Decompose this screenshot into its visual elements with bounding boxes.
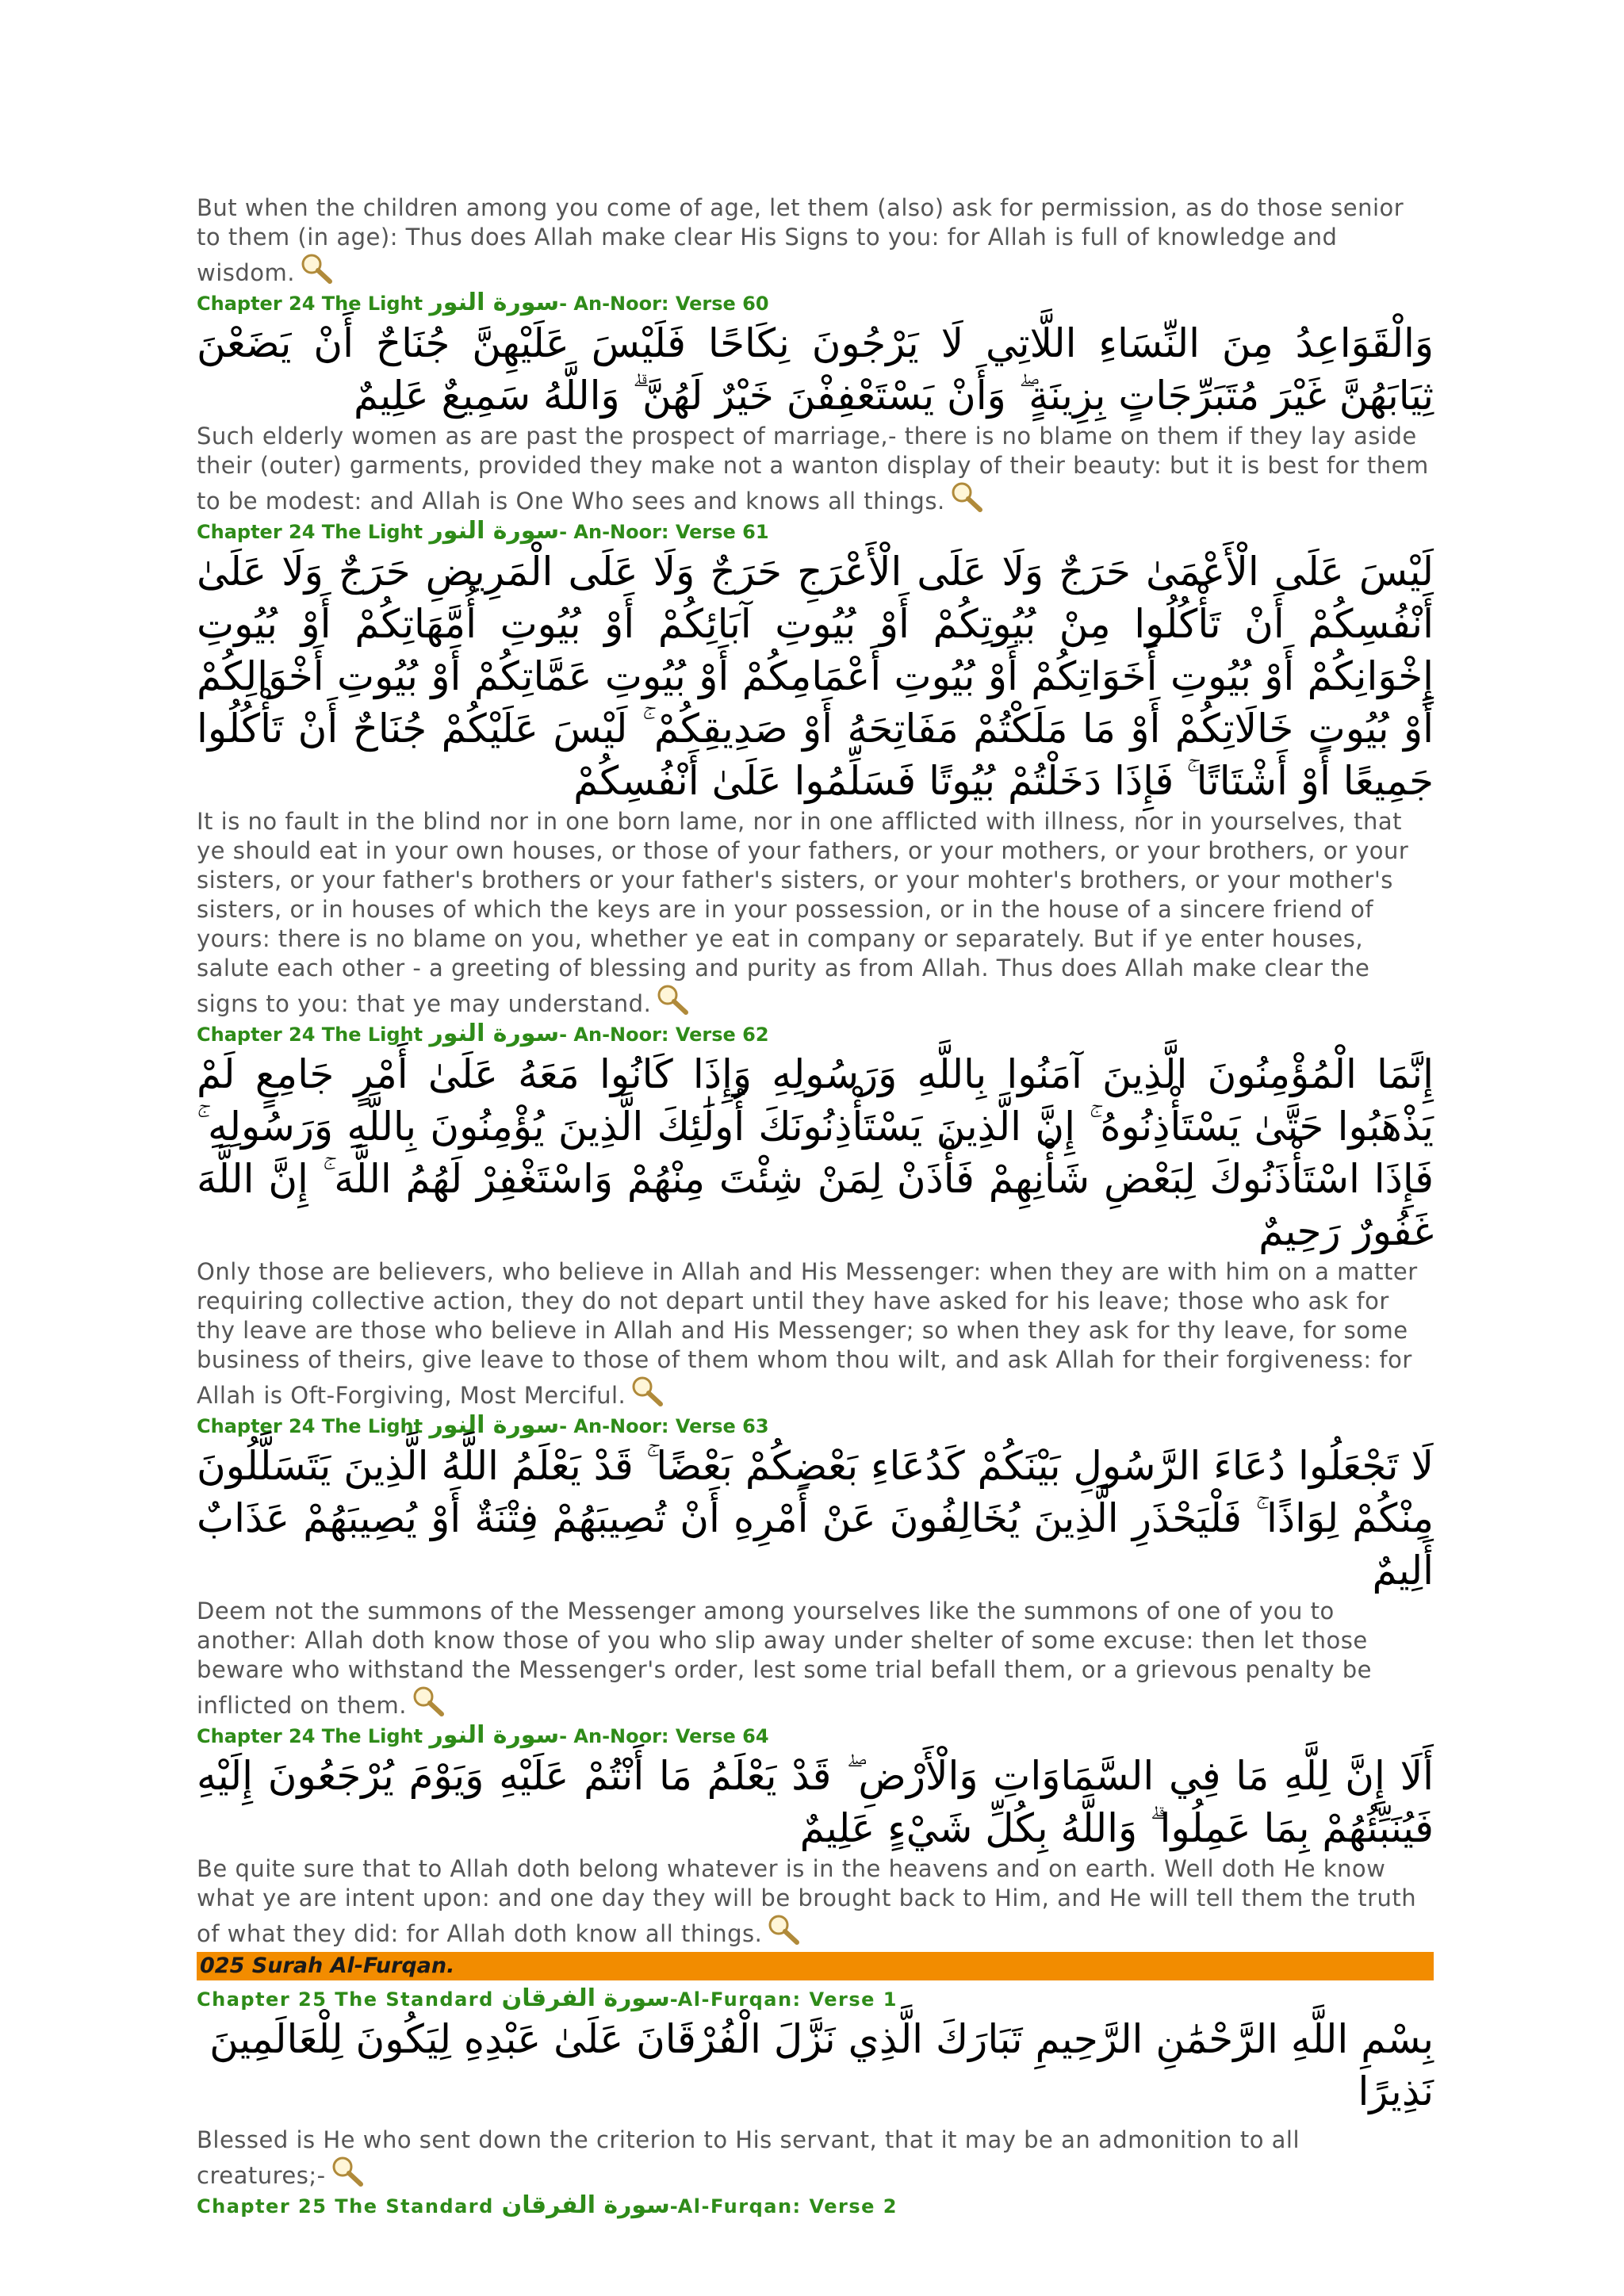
verse-translation: But when the children among you come of age, let them (also) ask for permission, as do those senior to them (in age): Thus does Allah make clear His Signs to you: for Allah is full of knowledge and wisdom. — [197, 194, 1404, 286]
verse-arabic: إِنَّمَا الْمُؤْمِنُونَ الَّذِينَ آمَنُوا بِاللَّهِ وَرَسُولِهِ وَإِذَا كَانُوا مَعَهُ عَلَىٰ أَمْرٍ جَامِعٍ لَمْ يَذْهَبُوا حَتَّىٰ يَسْتَأْذِنُوهُ ۚ إِنَّ الَّذِينَ يَسْتَأْذِنُونَكَ أُولَٰئِكَ الَّذِينَ يُؤْمِنُونَ بِاللَّهِ وَرَسُولِهِ ۚ فَإِذَا اسْتَأْذَنُوكَ لِبَعْضِ شَأْنِهِمْ فَأْذَنْ لِمَنْ شِئْتَ مِنْهُمْ وَاسْتَغْفِرْ لَهُمُ اللَّهَ ۚ إِنَّ اللَّهَ غَفُورٌ رَحِيمٌ — [197, 1051, 1434, 1254]
surah-number: 025 — [200, 1954, 245, 1978]
verse-header: Chapter 25 The Standard سورة الفرقان-Al-Furqan: Verse 2 — [197, 2191, 898, 2219]
verse-translation: Such elderly women as are past the prospect of marriage,- there is no blame on them if they lay aside their (outer) garments, provided they make not a wanton display of their beauty: but it is best for them to be modest: and Allah is One Who sees and knows all things. — [197, 423, 1429, 515]
verse-arabic: لَيْسَ عَلَى الْأَعْمَىٰ حَرَجٌ وَلَا عَلَى الْأَعْرَجِ حَرَجٌ وَلَا عَلَى الْمَرِيضِ حَرَجٌ وَلَا عَلَىٰ أَنْفُسِكُمْ أَنْ تَأْكُلُوا مِنْ بُيُوتِكُمْ أَوْ بُيُوتِ آبَائِكُمْ أَوْ بُيُوتِ أُمَّهَاتِكُمْ أَوْ بُيُوتِ إِخْوَانِكُمْ أَوْ بُيُوتِ أَخَوَاتِكُمْ أَوْ بُيُوتِ أَعْمَامِكُمْ أَوْ بُيُوتِ عَمَّاتِكُمْ أَوْ بُيُوتِ أَخْوَالِكُمْ أَوْ بُيُوتِ خَالَاتِكُمْ أَوْ مَا مَلَكْتُمْ مَفَاتِحَهُ أَوْ صَدِيقِكُمْ ۚ لَيْسَ عَلَيْكُمْ جُنَاحٌ أَنْ تَأْكُلُوا جَمِيعًا أَوْ أَشْتَاتًا ۚ فَإِذَا دَخَلْتُمْ بُيُوتًا فَسَلِّمُوا عَلَىٰ أَنْفُسِكُمْ — [197, 549, 1434, 804]
page-content — [197, 193, 1434, 2220]
verse-translation: It is no fault in the blind nor in one born lame, nor in one afflicted with illness, nor in yourselves, that ye should eat in your own houses, or those of your fathers, or your mothers, or your brothers, or your sisters, or your father's brothers or your father's sisters, or your mohter's brothers, or your mother's sisters, or in houses of which the keys are in your possession, or in the house of a sincere friend of yours: there is no blame on you, whether ye eat in company or separately. But if ye enter houses, salute each other - a greeting of blessing and purity as from Allah. Thus does Allah make clear the signs to you: that ye may understand. — [197, 808, 1409, 1017]
surah-banner: 025 Surah Al-Furqan. — [197, 1952, 1434, 1980]
magnifier-icon[interactable] — [765, 1913, 802, 1946]
verse-arabic: وَالْقَوَاعِدُ مِنَ النِّسَاءِ اللَّاتِي لَا يَرْجُونَ نِكَاحًا فَلَيْسَ عَلَيْهِنَّ جُنَاحٌ أَنْ يَضَعْنَ ثِيَابَهُنَّ غَيْرَ مُتَبَرِّجَاتٍ بِزِينَةٍ ۖ وَأَنْ يَسْتَعْفِفْنَ خَيْرٌ لَهُنَّ ۗ وَاللَّهُ سَمِيعٌ عَلِيمٌ — [197, 320, 1434, 419]
verse-translation: Only those are believers, who believe in Allah and His Messenger: when they are with him on a matter requiring collective action, they do not depart until they have asked for his leave; those who ask for thy leave are those who believe in Allah and His Messenger; so when they ask for thy leave, for some business of theirs, give leave to those of them whom thou wilt, and ask Allah for their forgiveness: for Allah is Oft-Forgiving, Most Merciful. — [197, 1258, 1418, 1409]
magnifier-icon[interactable] — [298, 252, 335, 285]
magnifier-icon[interactable] — [654, 983, 691, 1016]
magnifier-icon[interactable] — [629, 1375, 665, 1408]
magnifier-icon[interactable] — [948, 480, 985, 514]
verse-translation: Be quite sure that to Allah doth belong whatever is in the heavens and on earth. Well doth He know what ye are intent upon: and one day they will be brought back to Him, and He will tell them the truth of what they did: for Allah doth know all things. — [197, 1855, 1417, 1947]
verse-header: Chapter 25 The Standard سورة الفرقان-Al-Furqan: Verse 1 — [197, 1984, 898, 2012]
verse-header: Chapter 24 The Light سورة النور- An-Noor: Verse 61 — [197, 517, 769, 545]
verse-header: Chapter 24 The Light سورة النور- An-Noor: Verse 63 — [197, 1411, 769, 1439]
verse-arabic: لَا تَجْعَلُوا دُعَاءَ الرَّسُولِ بَيْنَكُمْ كَدُعَاءِ بَعْضِكُمْ بَعْضًا ۚ قَدْ يَعْلَمُ اللَّهُ الَّذِينَ يَتَسَلَّلُونَ مِنْكُمْ لِوَاذًا ۚ فَلْيَحْذَرِ الَّذِينَ يُخَالِفُونَ عَنْ أَمْرِهِ أَنْ تُصِيبَهُمْ فِتْنَةٌ أَوْ يُصِيبَهُمْ عَذَابٌ أَلِيمٌ — [197, 1443, 1434, 1594]
verse-arabic: أَلَا إِنَّ لِلَّهِ مَا فِي السَّمَاوَاتِ وَالْأَرْضِ ۖ قَدْ يَعْلَمُ مَا أَنْتُمْ عَلَيْهِ وَيَوْمَ يُرْجَعُونَ إِلَيْهِ فَيُنَبِّئُهُمْ بِمَا عَمِلُوا ۗ وَاللَّهُ بِكُلِّ شَيْءٍ عَلِيمٌ — [197, 1753, 1434, 1851]
verse-translation: Blessed is He who sent down the criterion to His servant, that it may be an admonition to all creatures;- — [197, 2126, 1300, 2189]
verse-header: Chapter 24 The Light سورة النور- An-Noor: Verse 60 — [197, 289, 769, 316]
magnifier-icon[interactable] — [410, 1685, 446, 1718]
verse-arabic: بِسْمِ اللَّهِ الرَّحْمَٰنِ الرَّحِيمِ تَبَارَكَ الَّذِي نَزَّلَ الْفُرْقَانَ عَلَىٰ عَبْدِهِ لِيَكُونَ لِلْعَالَمِينَ نَذِيرًا — [209, 2016, 1434, 2114]
verse-header: Chapter 24 The Light سورة النور- An-Noor: Verse 64 — [197, 1721, 769, 1749]
verse-header: Chapter 24 The Light سورة النور- An-Noor: Verse 62 — [197, 1020, 769, 1047]
magnifier-icon[interactable] — [329, 2155, 366, 2188]
verse-translation: Deem not the summons of the Messenger among yourselves like the summons of one of you to another: Allah doth know those of you who slip away under shelter of some excuse: then let those beware who withstand the Messenger's order, lest some trial befall them, or a grievous penalty be inflicted on them. — [197, 1598, 1372, 1719]
surah-title: Surah Al-Furqan — [251, 1954, 447, 1978]
